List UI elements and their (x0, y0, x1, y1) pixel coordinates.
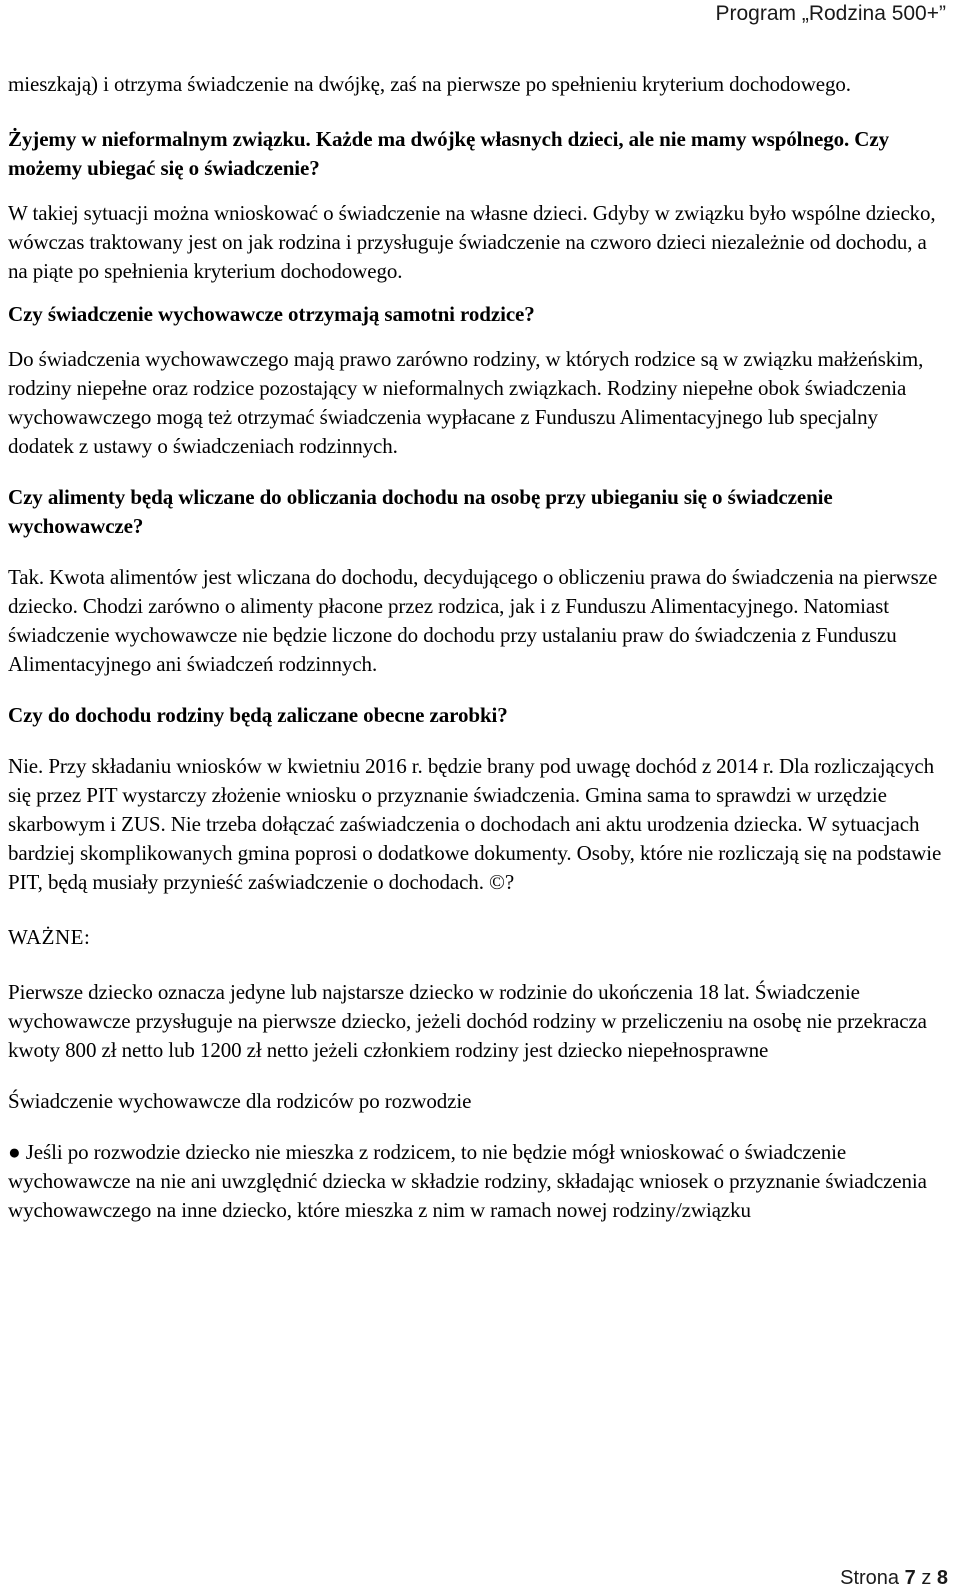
important-heading: WAŻNE: (8, 925, 91, 949)
question-heading: Żyjemy w nieformalnym związku. Każde ma dwójkę własnych dzieci, ale nie mamy wspólnego. Czy możemy ubiegać się o świadczenie? (8, 127, 889, 180)
page-label: Strona (840, 1567, 900, 1589)
document-body (8, 70, 948, 1225)
page-of: z (921, 1567, 932, 1589)
page-total: 8 (936, 1567, 948, 1589)
answer-paragraph: W takiej sytuacji można wnioskować o świadczenie na własne dzieci. Gdyby w związku było wspólne dziecko, wówczas traktowany jest on jak rodzina i przysługuje świadczenie na czworo dzieci niezależnie od dochodu, a na piąte po spełnienia kryterium dochodowego. (8, 201, 936, 283)
page-number: 7 (904, 1567, 916, 1589)
question-heading: Czy do dochodu rodziny będą zaliczane obecne zarobki? (8, 703, 508, 727)
page-footer (840, 1567, 948, 1590)
important-paragraph: Pierwsze dziecko oznacza jedyne lub najstarsze dziecko w rodzinie do ukończenia 18 lat. Świadczenie wychowawcze przysługuje na pierwsze dziecko, jeżeli dochód rodziny w przeliczeniu na osobę nie przekracza kwoty 800 zł netto lub 1200 zł netto jeżeli członkiem rodziny jest dziecko niepełnosprawne (8, 980, 927, 1062)
section-heading: Świadczenie wychowawcze dla rodziców po rozwodzie (8, 1089, 472, 1113)
paragraph-continuation: mieszkają) i otrzyma świadczenie na dwójkę, zaś na pierwsze po spełnieniu kryterium dochodowego. (8, 72, 851, 96)
answer-paragraph: Do świadczenia wychowawczego mają prawo zarówno rodziny, w których rodzice są w związku małżeńskim, rodziny niepełne oraz rodzice pozostający w nieformalnych związkach. Rodziny niepełne obok świadczenia wychowawczego mogą też otrzymać świadczenia wypłacane z Funduszu Alimentacyjnego lub specjalny dodatek z ustawy o świadczeniach rodzinnych. (8, 347, 924, 458)
question-heading: Czy alimenty będą wliczane do obliczania dochodu na osobę przy ubieganiu się o świadczenie wychowawcze? (8, 485, 833, 538)
document-header: Program „Rodzina 500+” (715, 2, 946, 25)
question-heading: Czy świadczenie wychowawcze otrzymają samotni rodzice? (8, 302, 535, 326)
answer-paragraph: Tak. Kwota alimentów jest wliczana do dochodu, decydującego o obliczeniu prawa do świadczenia na pierwsze dziecko. Chodzi zarówno o alimenty płacone przez rodzica, jak i z Funduszu Alimentacyjnego. Natomiast świadczenie wychowawcze nie będzie liczone do dochodu przy ustalaniu praw do świadczenia z Funduszu Alimentacyjnego ani świadczeń rodzinnych. (8, 565, 938, 676)
bullet-paragraph: ● Jeśli po rozwodzie dziecko nie mieszka z rodzicem, to nie będzie mógł wnioskować o świadczenie wychowawcze na nie ani uwzględnić dziecka w składzie rodziny, składając wniosek o przyznanie świadczenia wychowawczego na inne dziecko, które mieszka z nim w ramach nowej rodziny/związku (8, 1140, 927, 1222)
answer-paragraph: Nie. Przy składaniu wniosków w kwietniu 2016 r. będzie brany pod uwagę dochód z 2014 r. Dla rozliczających się przez PIT wystarczy złożenie wniosku o przyznanie świadczenia. Gmina sama to sprawdzi w urzędzie skarbowym i ZUS. Nie trzeba dołączać zaświadczenia o dochodach ani aktu urodzenia dziecka. W sytuacjach bardziej skomplikowanych gmina poprosi o dodatkowe dokumenty. Osoby, które nie rozliczają się na podstawie PIT, będą musiały przynieść zaświadczenie o dochodach. ©? (8, 754, 942, 894)
